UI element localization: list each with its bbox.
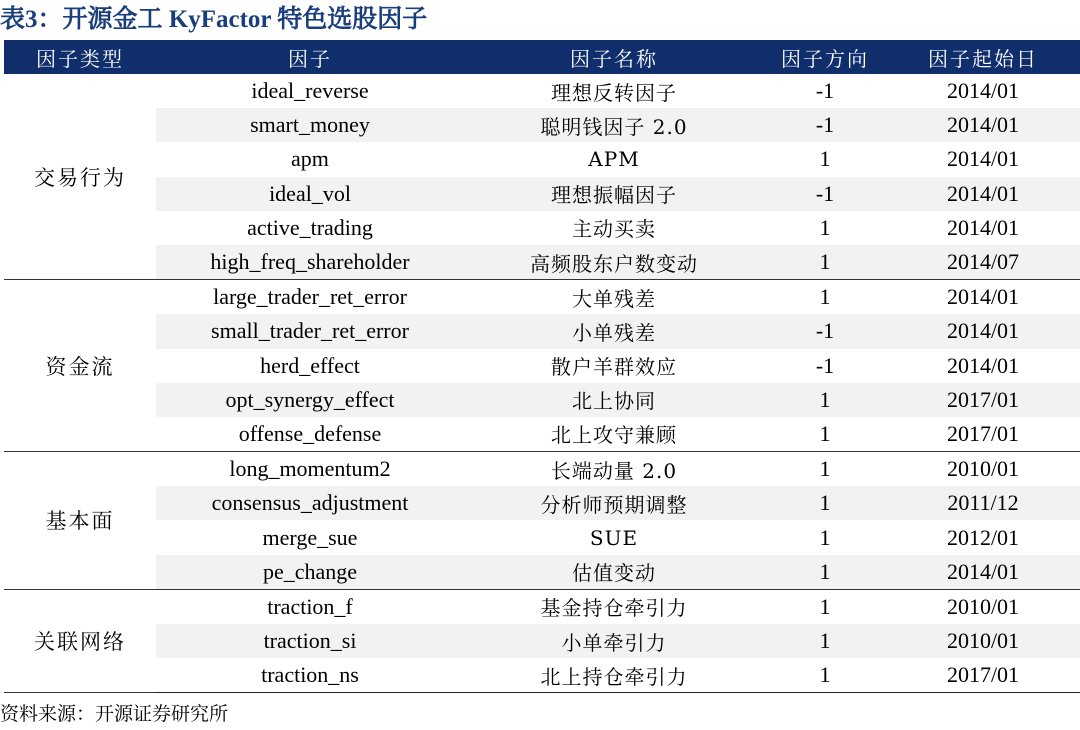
factor-direction-cell: -1 [815, 352, 835, 378]
factor-code-cell: opt_synergy_effect [156, 383, 464, 417]
factor-direction-cell: 1 [764, 555, 886, 590]
factor-direction-cell: 1 [819, 593, 831, 619]
factor-start-date-cell: 2017/01 [886, 417, 1080, 452]
table-row [4, 624, 1080, 658]
factor-code-cell: small_trader_ret_error [156, 314, 464, 348]
factor-start-date-cell: 2010/01 [886, 624, 1080, 658]
factor-type-cell: 资金流 [4, 280, 156, 452]
table-row [4, 108, 1080, 142]
factor-name-cell: 高频股东户数变动 [464, 245, 764, 280]
factor-code-cell: traction_f [267, 593, 353, 619]
factor-code-cell: pe_change [156, 555, 464, 590]
factor-direction-cell: 1 [819, 524, 831, 550]
table-row [4, 211, 1080, 245]
table-row [4, 452, 1080, 487]
factor-name-cell: SUE [589, 525, 639, 550]
factor-name-cell: 小单残差 [464, 314, 764, 348]
factor-name-cell: 北上协同 [464, 383, 764, 417]
header-row [4, 40, 1080, 74]
table-row [4, 280, 1080, 315]
factor-name-cell: APM [588, 147, 640, 172]
header-factor-direction: 因子方向 [764, 40, 886, 74]
factor-code-cell: active_trading [247, 214, 373, 240]
factor-direction-cell: 1 [764, 383, 886, 417]
table-row [4, 417, 1080, 452]
factor-name-cell: 估值变动 [464, 555, 764, 590]
table-row [4, 486, 1080, 520]
header-factor-name: 因子名称 [464, 40, 764, 74]
factor-direction-cell: 1 [819, 214, 831, 240]
factor-name-cell: 主动买卖 [572, 217, 656, 242]
factor-direction-cell: -1 [815, 78, 835, 104]
factor-direction-cell: -1 [764, 108, 886, 142]
factor-start-date-cell: 2014/01 [886, 177, 1080, 211]
factor-start-date-cell: 2014/01 [946, 284, 1020, 310]
factor-direction-cell: 1 [764, 486, 886, 520]
factor-direction-cell: -1 [764, 314, 886, 348]
factor-name-cell: 北上持仓牵引力 [464, 658, 764, 693]
factor-start-date-cell: 2017/01 [886, 383, 1080, 417]
table-row [4, 383, 1080, 417]
table-row [4, 349, 1080, 383]
factor-name-cell: 散户羊群效应 [551, 355, 677, 380]
table-row [4, 314, 1080, 348]
factor-start-date-cell: 2014/01 [946, 78, 1020, 104]
table-row [4, 589, 1080, 624]
factor-code-cell: apm [291, 146, 329, 172]
factor-direction-cell: 1 [764, 417, 886, 452]
table-header [4, 40, 1080, 74]
factor-code-cell: herd_effect [260, 352, 360, 378]
factor-table [4, 40, 1080, 693]
header-factor-start-date: 因子起始日 [886, 40, 1080, 74]
factor-code-cell: ideal_vol [156, 177, 464, 211]
factor-name-cell: 小单牵引力 [464, 624, 764, 658]
factor-code-cell: high_freq_shareholder [156, 245, 464, 280]
factor-start-date-cell: 2012/01 [946, 524, 1020, 550]
table-row [4, 142, 1080, 176]
factor-name-cell: 理想振幅因子 [464, 177, 764, 211]
factor-direction-cell: 1 [819, 284, 831, 310]
factor-type-cell: 基本面 [4, 452, 156, 590]
factor-start-date-cell: 2011/12 [886, 486, 1080, 520]
factor-start-date-cell: 2014/01 [886, 108, 1080, 142]
factor-start-date-cell: 2014/01 [886, 314, 1080, 348]
header-factor-type: 因子类型 [4, 40, 156, 74]
table-row [4, 74, 1080, 108]
factor-start-date-cell: 2014/01 [946, 352, 1020, 378]
table-body [4, 74, 1080, 693]
table-row [4, 520, 1080, 554]
factor-name-cell: 长端动量 2.0 [550, 458, 678, 483]
factor-name-cell: 基金持仓牵引力 [540, 596, 688, 621]
factor-name-cell: 北上攻守兼顾 [464, 417, 764, 452]
table-row [4, 245, 1080, 280]
factor-direction-cell: 1 [764, 624, 886, 658]
factor-code-cell: traction_si [156, 624, 464, 658]
table-row [4, 658, 1080, 693]
factor-name-cell: 分析师预期调整 [464, 486, 764, 520]
table-row [4, 555, 1080, 590]
factor-start-date-cell: 2014/01 [946, 146, 1020, 172]
factor-type-cell: 关联网络 [4, 589, 156, 693]
factor-start-date-cell: 2010/01 [946, 593, 1020, 619]
factor-code-cell: long_momentum2 [229, 456, 391, 482]
factor-start-date-cell: 2014/01 [886, 555, 1080, 590]
table-row [4, 177, 1080, 211]
factor-code-cell: consensus_adjustment [156, 486, 464, 520]
factor-name-cell: 理想反转因子 [551, 80, 677, 105]
factor-code-cell: ideal_reverse [251, 78, 369, 104]
factor-name-cell: 大单残差 [572, 286, 656, 311]
factor-code-cell: large_trader_ret_error [213, 284, 407, 310]
factor-code-cell: offense_defense [156, 417, 464, 452]
factor-code-cell: smart_money [156, 108, 464, 142]
factor-start-date-cell: 2014/01 [946, 214, 1020, 240]
factor-start-date-cell: 2017/01 [886, 658, 1080, 693]
source-note: 资料来源：开源证券研究所 [0, 703, 229, 725]
factor-direction-cell: 1 [819, 146, 831, 172]
factor-direction-cell: 1 [764, 658, 886, 693]
factor-direction-cell: -1 [764, 177, 886, 211]
factor-start-date-cell: 2014/07 [886, 245, 1080, 280]
table-title: 表3：开源金工 KyFactor 特色选股因子 [0, 6, 428, 33]
factor-direction-cell: 1 [764, 245, 886, 280]
factor-name-cell: 聪明钱因子 2.0 [464, 108, 764, 142]
header-factor: 因子 [156, 40, 464, 74]
factor-start-date-cell: 2010/01 [946, 456, 1020, 482]
factor-direction-cell: 1 [819, 456, 831, 482]
factor-code-cell: merge_sue [262, 524, 358, 550]
factor-code-cell: traction_ns [156, 658, 464, 693]
factor-type-cell: 交易行为 [4, 74, 156, 280]
